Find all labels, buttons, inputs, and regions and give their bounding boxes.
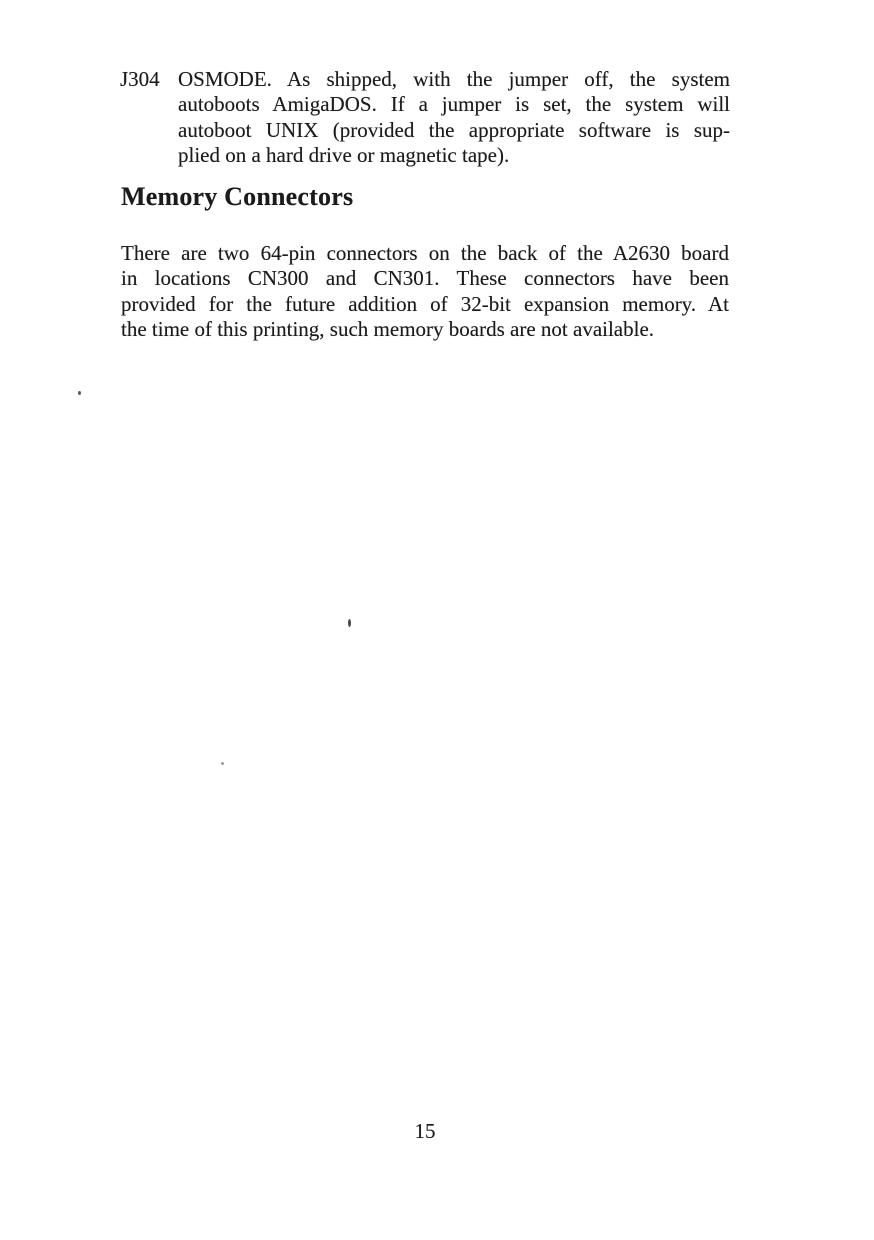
- text-line: autoboot UNIX (provided the appropriate software is sup-: [178, 117, 730, 142]
- text-line: in locations CN300 and CN301. These connectors have been: [121, 266, 729, 291]
- text-line: autoboots AmigaDOS. If a jumper is set, the system will: [178, 92, 730, 117]
- page-number: 15: [414, 1119, 436, 1143]
- text-line: provided for the future addition of 32-bit expansion memory. At: [121, 291, 729, 316]
- jumper-description: [178, 67, 730, 168]
- jumper-entry-j304: [120, 67, 730, 168]
- memory-connectors-paragraph: [121, 241, 729, 342]
- scan-speck: [348, 619, 351, 627]
- text-line: the time of this printing, such memory boards are not available.: [121, 316, 655, 341]
- section-heading: Memory Connectors: [121, 182, 354, 211]
- jumper-label: J304: [120, 67, 160, 91]
- scan-speck: [221, 762, 224, 765]
- text-line: OSMODE. As shipped, with the jumper off, the system: [178, 67, 730, 91]
- scan-speck: [78, 391, 81, 395]
- text-line: There are two 64-pin connectors on the back of the A2630 board: [121, 241, 729, 265]
- text-line: plied on a hard drive or magnetic tape).: [178, 142, 510, 167]
